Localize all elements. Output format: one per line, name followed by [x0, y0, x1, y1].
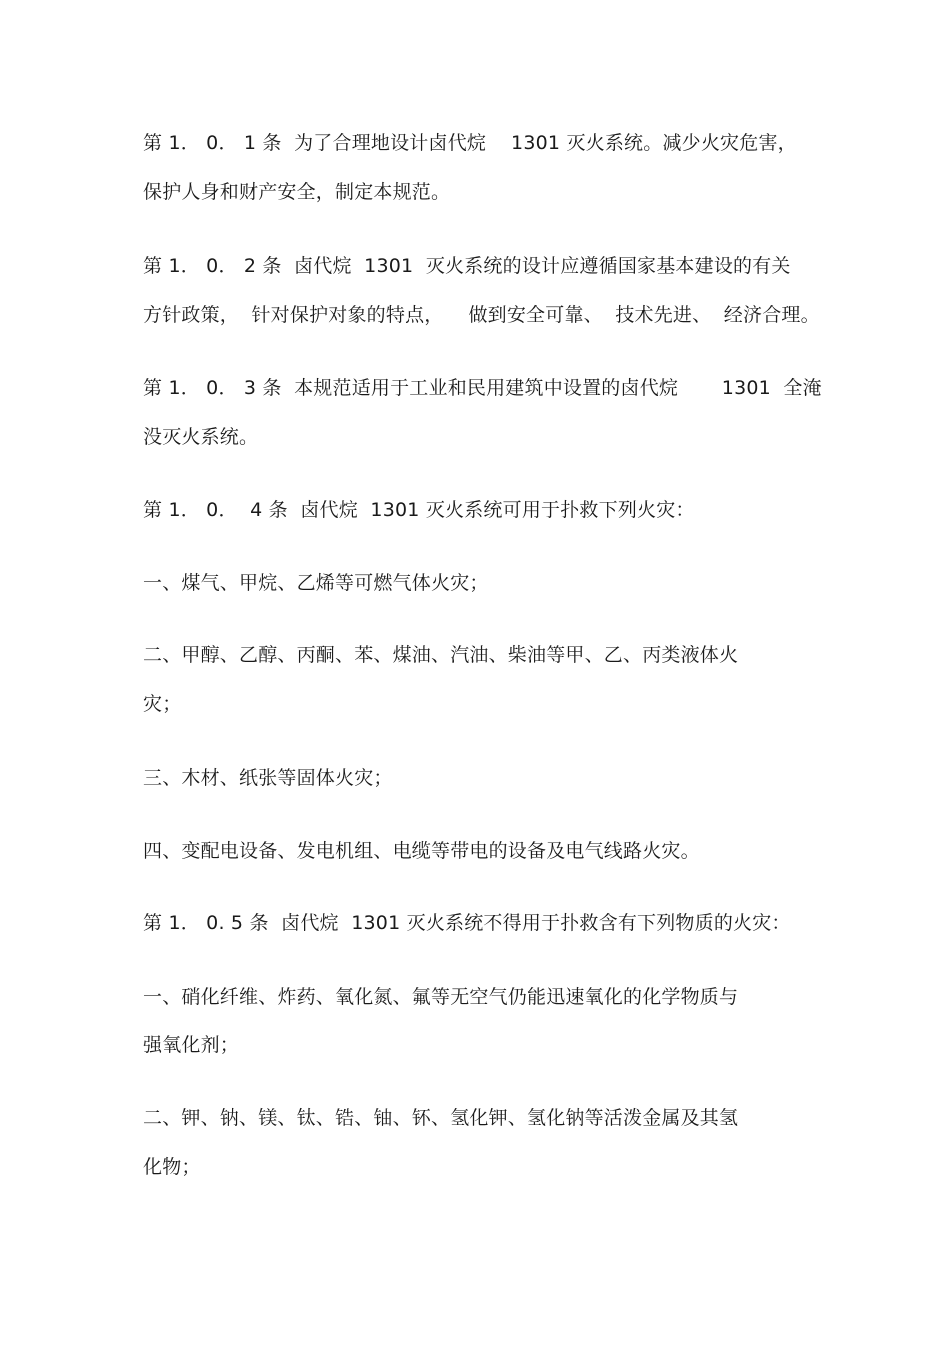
text-line-16: 二、钾、钠、镁、钛、锆、铀、钚、氢化钾、氢化钠等活泼金属及其氢 — [143, 1107, 739, 1129]
text-line-17: 化物； — [143, 1156, 201, 1178]
text-line-11: 三、木材、纸张等固体火灾； — [143, 767, 393, 789]
text-line-12: 四、变配电设备、发电机组、电缆等带电的设备及电气线路火灾。 — [143, 840, 700, 862]
text-line-9: 二、甲醇、乙醇、丙酮、苯、煤油、汽油、柴油等甲、乙、丙类液体火 — [143, 644, 739, 666]
text-line-6: 没灭火系统。 — [143, 426, 259, 448]
text-line-15: 强氧化剂； — [143, 1034, 240, 1056]
text-line-2: 保护人身和财产安全，制定本规范。 — [143, 181, 451, 203]
text-line-10: 灾； — [143, 693, 182, 715]
text-line-13: 第 1． 0. 5 条 卤代烷 1301 灭火系统不得用于扑救含有下列物质的火灾： — [143, 912, 791, 934]
text-line-8: 一、煤气、甲烷、乙烯等可燃气体火灾； — [143, 572, 489, 594]
text-line-4: 方针政策， 针对保护对象的特点， 做到安全可靠、 技术先进、 经济合理。 — [143, 304, 820, 326]
text-line-7: 第 1． 0． 4 条 卤代烷 1301 灭火系统可用于扑救下列火灾： — [143, 499, 695, 521]
text-line-5: 第 1． 0． 3 条 本规范适用于工业和民用建筑中设置的卤代烷 1301 全淹 — [143, 377, 822, 399]
text-line-3: 第 1． 0． 2 条 卤代烷 1301 灭火系统的设计应遵循国家基本建设的有关 — [143, 255, 791, 277]
text-line-1: 第 1． 0． 1 条 为了合理地设计卤代烷 1301 灭火系统。减少火灾危害， — [143, 132, 797, 154]
text-line-14: 一、硝化纤维、炸药、氧化氮、氟等无空气仍能迅速氧化的化学物质与 — [143, 986, 739, 1008]
